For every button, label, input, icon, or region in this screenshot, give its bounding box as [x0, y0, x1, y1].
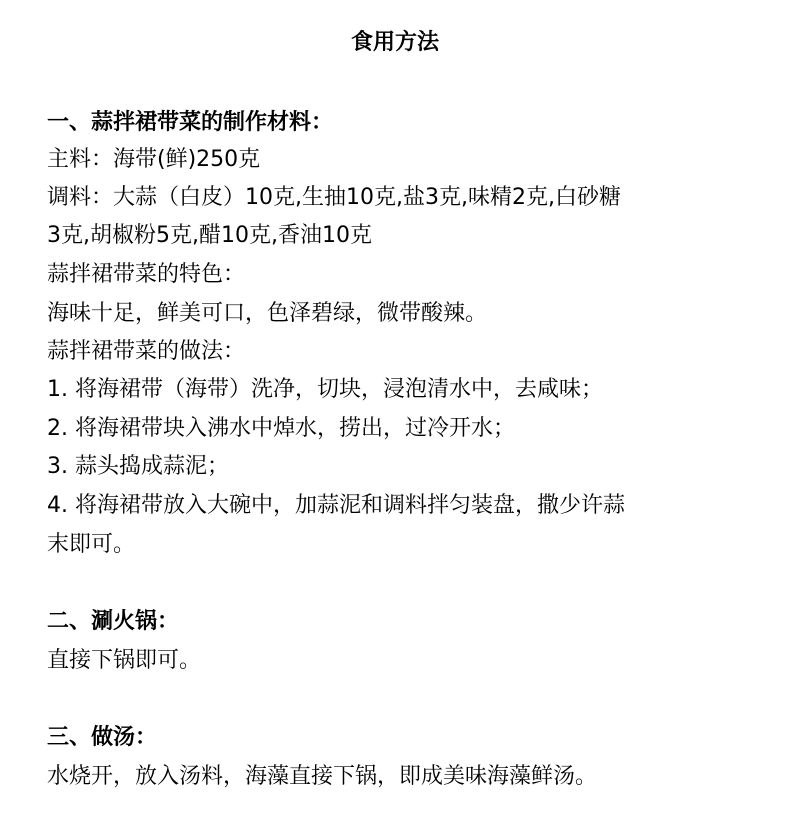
section-heading-ingredients: 一、蒜拌裙带菜的制作材料： [47, 110, 334, 135]
features-text: 海味十足，鲜美可口，色泽碧绿，微带酸辣。 [47, 301, 488, 326]
step-4-continued: 末即可。 [47, 532, 136, 557]
soup-text: 水烧开，放入汤料，海藻直接下锅，即成美味海藻鲜汤。 [47, 764, 598, 789]
step-1: 1. 将海裙带（海带）洗净，切块，浸泡清水中，去咸味； [47, 377, 603, 402]
step-4: 4. 将海裙带放入大碗中，加蒜泥和调料拌匀装盘，撒少许蒜 [47, 493, 625, 518]
seasoning-line-2: 3克,胡椒粉5克,醋10克,香油10克 [47, 223, 372, 248]
page-title: 食用方法 [350, 30, 439, 55]
method-label: 蒜拌裙带菜的做法： [47, 339, 246, 364]
hotpot-text: 直接下锅即可。 [47, 648, 202, 673]
step-3: 3. 蒜头捣成蒜泥； [47, 454, 229, 479]
step-2: 2. 将海裙带块入沸水中焯水，捞出，过冷开水； [47, 416, 515, 441]
section-heading-soup: 三、做汤： [47, 725, 158, 750]
section-heading-hotpot: 二、涮火锅： [47, 609, 180, 634]
seasoning-line-1: 调料：大蒜（白皮）10克,生抽10克,盐3克,味精2克,白砂糖 [47, 185, 621, 210]
main-ingredients: 主料：海带(鲜)250克 [47, 147, 261, 172]
features-label: 蒜拌裙带菜的特色： [47, 262, 246, 287]
